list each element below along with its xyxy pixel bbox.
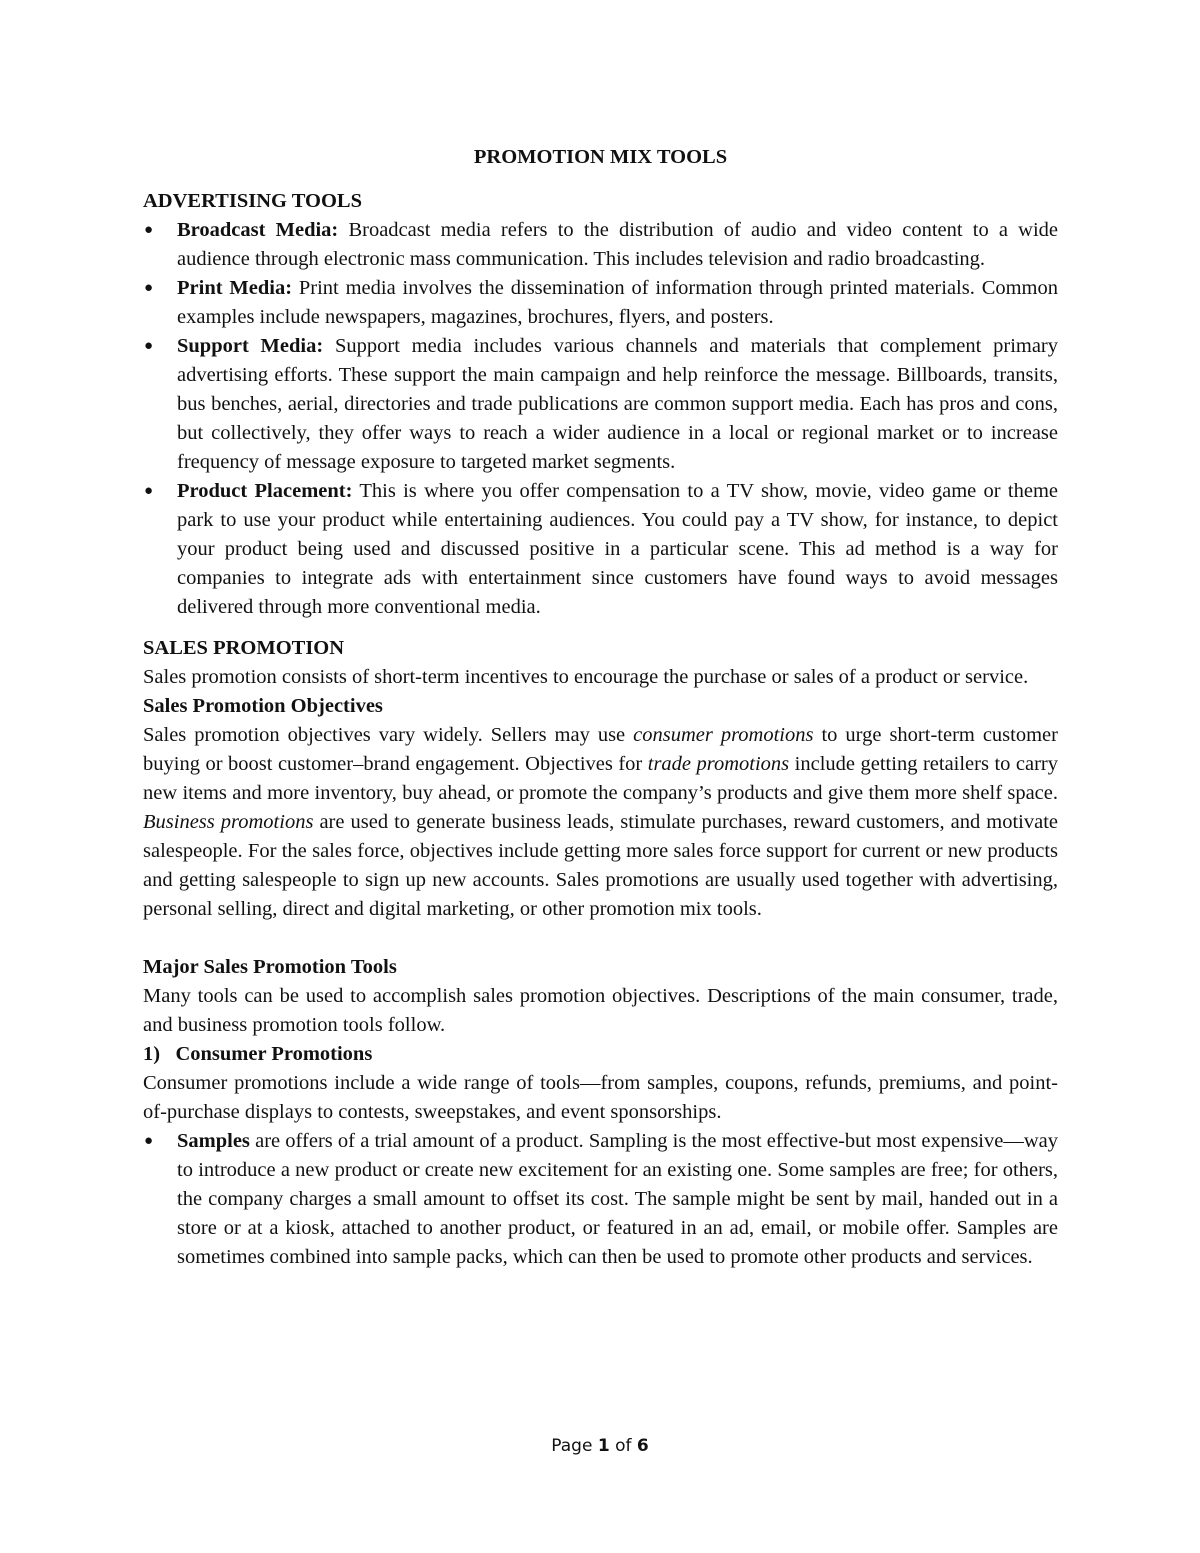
bullet-icon: ●	[144, 1133, 154, 1149]
list-item	[143, 477, 1058, 622]
objectives-paragraph: Sales promotion objectives vary widely. Sellers may use consumer promotions to urge short-term customer buying or boost customer–brand engagement. Objectives for trade promotions include getting retailers to carry new items and more inventory, buy ahead, or promote the company’s products and give them more shelf space. Business promotions are used to generate business leads, stimulate purchases, reward customers, and motivate salespeople. For the sales force, objectives include getting more sales force support for current or new products and getting salespeople to sign up new accounts. Sales promotions are usually used together with advertising, personal selling, direct and digital marketing, or other promotion mix tools.	[143, 724, 1059, 920]
major-tools-intro: Many tools can be used to accomplish sales promotion objectives. Descriptions of the main consumer, trade, and business promotion tools follow.	[143, 985, 1058, 1036]
page-content	[143, 143, 1058, 1272]
objectives-heading: Sales Promotion Objectives	[143, 695, 383, 717]
bullet-icon: ●	[144, 280, 154, 296]
consumer-promotions-heading: 1) Consumer Promotions	[143, 1043, 373, 1065]
page-number: 1	[597, 1436, 610, 1456]
total-pages: 6	[636, 1436, 649, 1456]
list-item	[143, 332, 1058, 477]
trade-promotions-term: trade promotions	[647, 753, 790, 775]
item-text: This is where you offer compensation to a TV show, movie, video game or theme park to use your product while entertaining audiences. You could pay a TV show, for instance, to depict your product being used and discussed positive in a particular scene. This ad method is a way for companies to integrate ads with entertainment since customers have found ways to avoid messages delivered through more conventional media.	[177, 480, 1059, 618]
item-term: Product Placement:	[177, 480, 353, 502]
sales-promotion-intro: Sales promotion consists of short-term incentives to encourage the purchase or sales of a product or service.	[143, 666, 1029, 688]
sales-promotion-heading: SALES PROMOTION	[143, 637, 345, 659]
page-footer	[0, 1432, 1200, 1461]
major-tools-heading: Major Sales Promotion Tools	[143, 956, 397, 978]
item-term: Support Media:	[177, 335, 324, 357]
item-term: Broadcast Media:	[177, 219, 339, 241]
list-item	[143, 216, 1058, 274]
document-title: PROMOTION MIX TOOLS	[473, 146, 728, 168]
item-text: Support media includes various channels and materials that complement primary advertising efforts. These support the main campaign and help reinforce the message. Billboards, transits, bus benches, aerial, directories and trade publications are common support media. Each has pros and cons, but collectively, they offer ways to reach a wider audience in a local or regional market or to increase frequency of message exposure to targeted market segments.	[177, 335, 1059, 473]
consumer-promotions-intro: Consumer promotions include a wide range of tools—from samples, coupons, refunds, premiums, and point-of-purchase displays to contests, sweepstakes, and event sponsorships.	[143, 1072, 1058, 1123]
item-text: Print media involves the dissemination of information through printed materials. Common examples include newspapers, magazines, brochures, flyers, and posters.	[177, 277, 1059, 328]
item-term: Samples	[177, 1130, 250, 1152]
consumer-promotions-term: consumer promotions	[633, 724, 814, 746]
item-term: Print Media:	[177, 277, 293, 299]
of-label: of	[615, 1436, 632, 1456]
list-item	[143, 1127, 1058, 1272]
bullet-icon: ●	[144, 483, 154, 499]
item-text: Broadcast media refers to the distribution of audio and video content to a wide audience through electronic mass communication. This includes television and radio broadcasting.	[177, 219, 1059, 270]
page-label: Page	[551, 1436, 593, 1456]
business-promotions-term: Business promotions	[143, 811, 314, 833]
list-item	[143, 274, 1058, 332]
consumer-promotions-list	[143, 1127, 1058, 1272]
advertising-heading: ADVERTISING TOOLS	[143, 190, 362, 212]
item-text: are offers of a trial amount of a product. Sampling is the most effective-but most expensive—way to introduce a new product or create new excitement for an existing one. Some samples are free; for others, the company charges a small amount to offset its cost. The sample might be sent by mail, handed out in a store or at a kiosk, attached to another product, or featured in an ad, email, or mobile offer. Samples are sometimes combined into sample packs, which can then be used to promote other products and services.	[177, 1130, 1058, 1268]
bullet-icon: ●	[144, 338, 154, 354]
advertising-list	[143, 216, 1058, 622]
bullet-icon: ●	[144, 222, 154, 238]
